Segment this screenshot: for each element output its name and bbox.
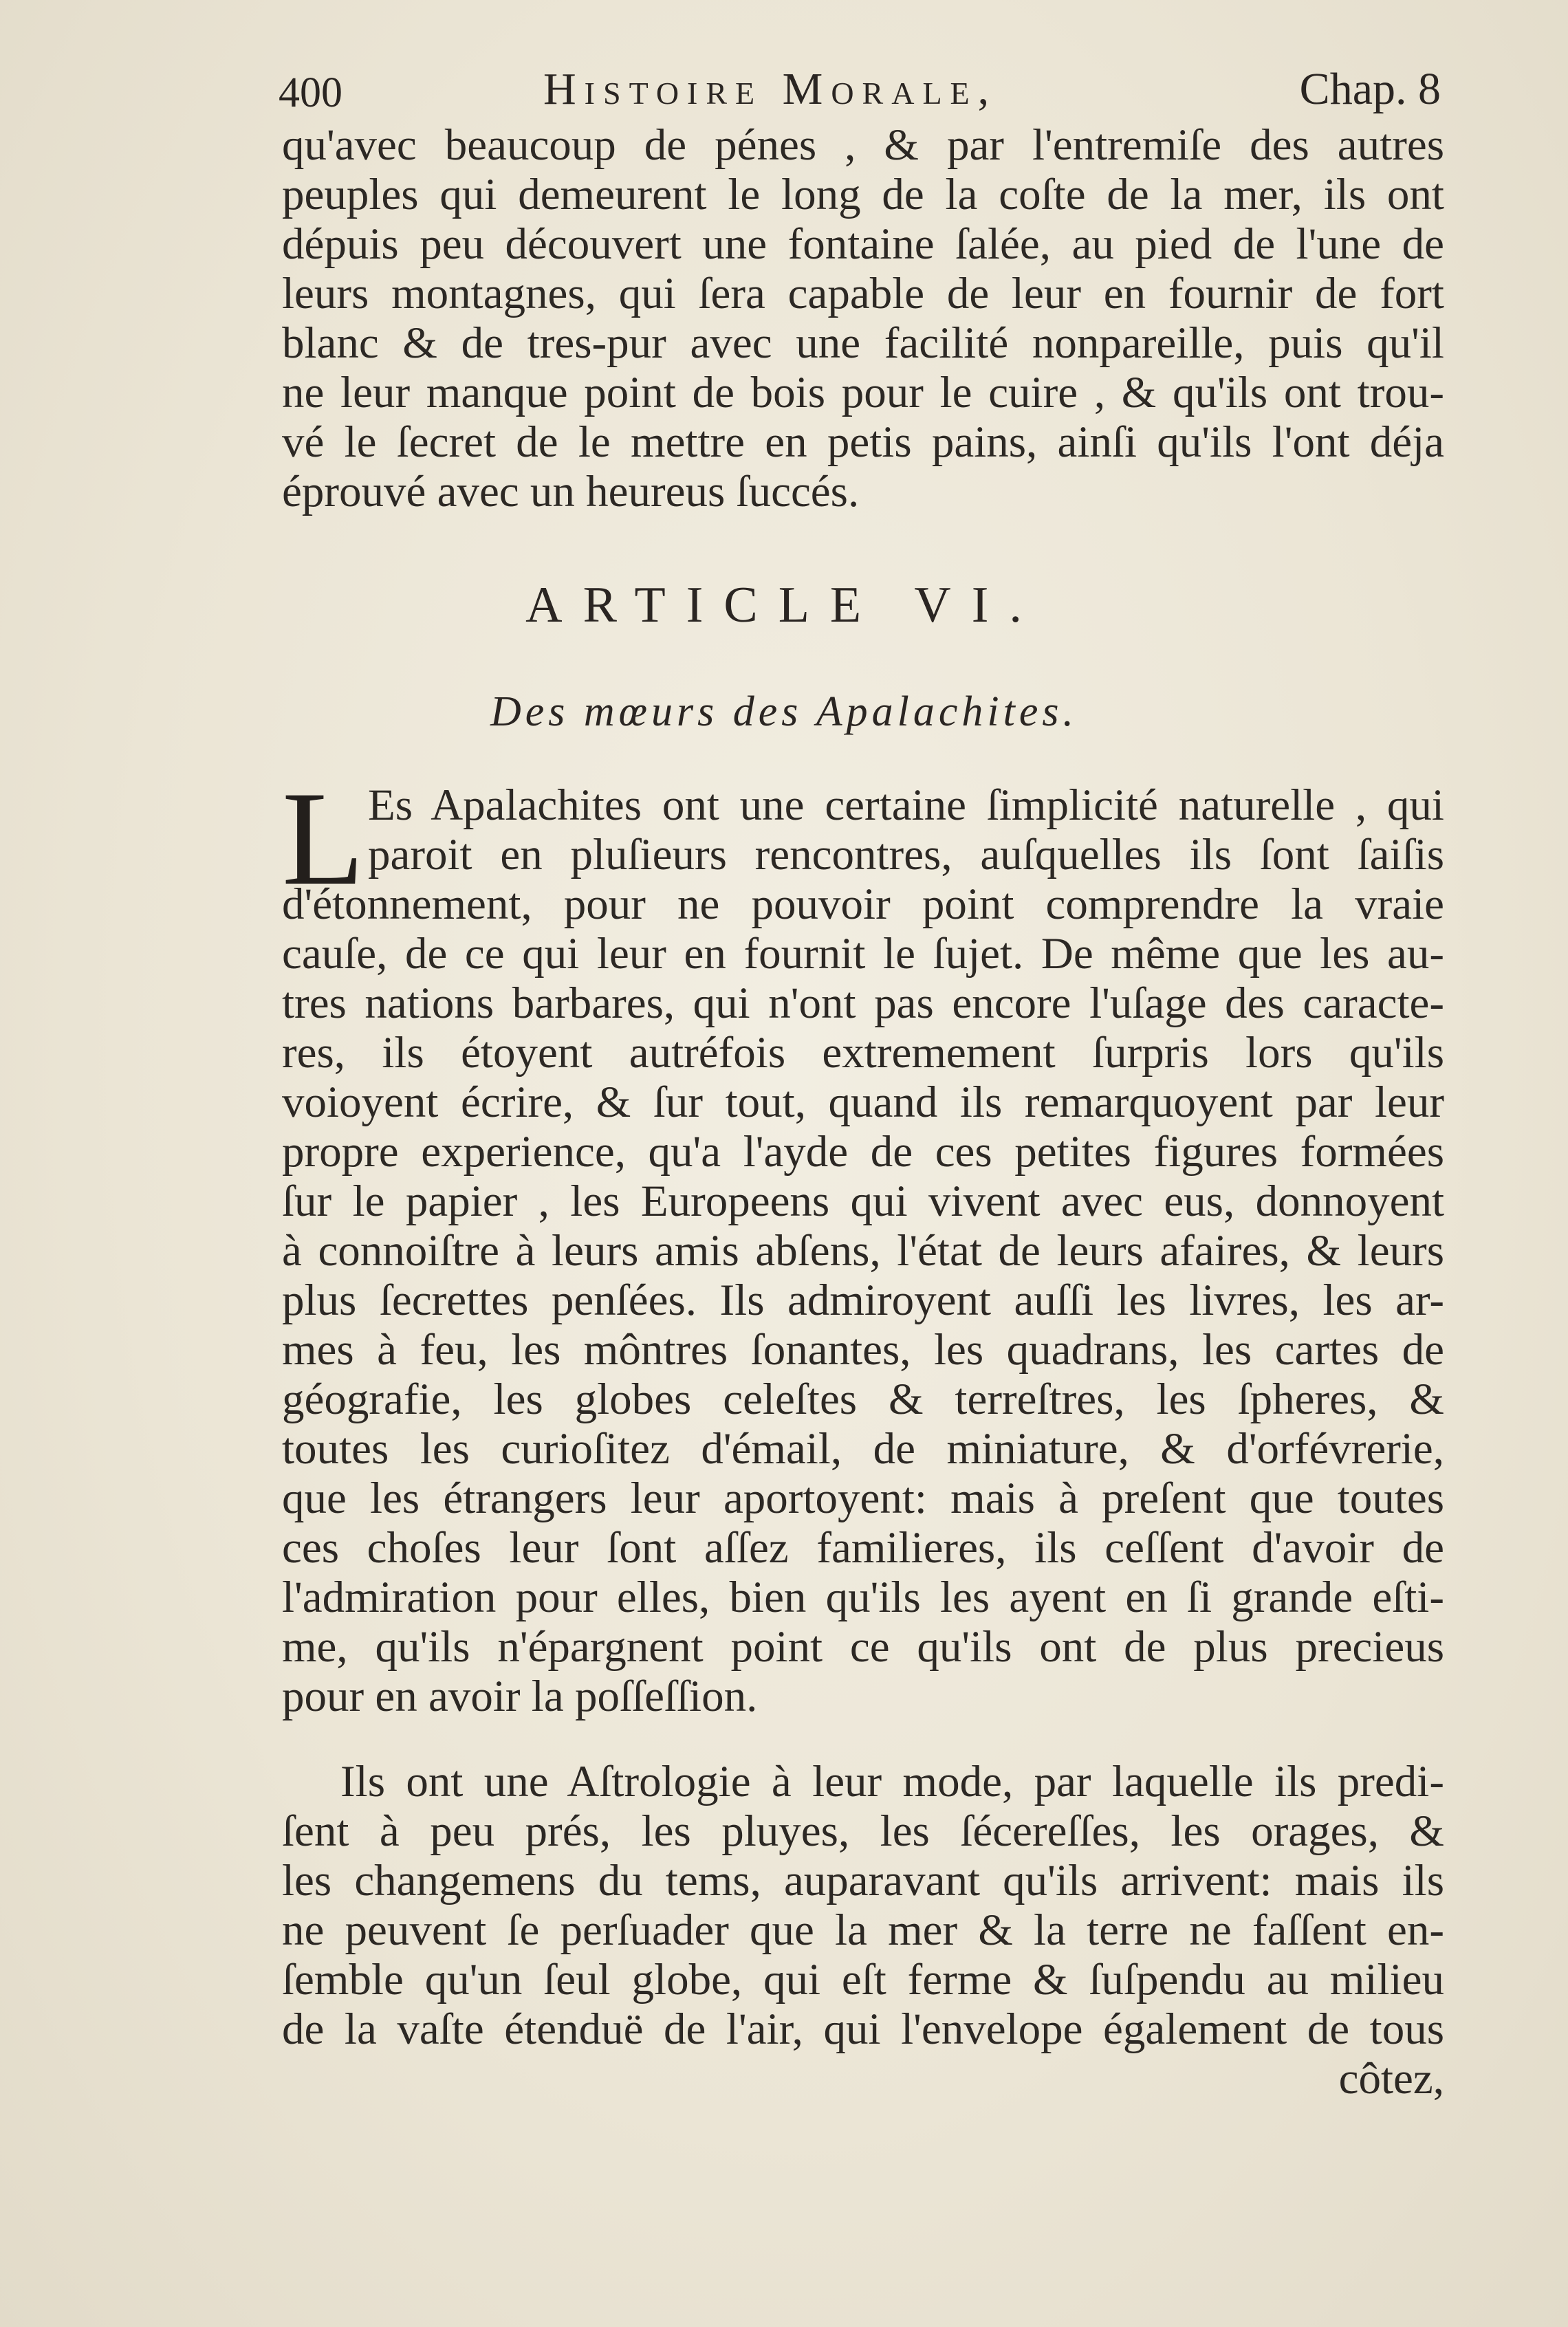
text-line: ne peuvent ſe perſuader que la mer & la terre ne faſſent en- bbox=[282, 1905, 1444, 1955]
text-line: de la vaſte étenduë de l'air, qui l'envelope également de tous bbox=[282, 2004, 1444, 2054]
page-number: 400 bbox=[279, 69, 342, 116]
text-line: propre experience, qu'a l'ayde de ces petites figures formées bbox=[282, 1127, 1444, 1177]
text-line: Ils ont une Aſtrologie à leur mode, par laquelle ils predi- bbox=[340, 1757, 1444, 1806]
text-line: peuples qui demeurent le long de la coſte de la mer, ils ont bbox=[282, 170, 1444, 219]
text-line: plus ſecrettes penſées. Ils admiroyent auſſi les livres, les ar- bbox=[282, 1276, 1444, 1325]
text-line: toutes les curioſitez d'émail, de miniature, & d'orfévrerie, bbox=[282, 1424, 1444, 1474]
text-line: leurs montagnes, qui ſera capable de leur en fournir de fort bbox=[282, 269, 1444, 318]
text-line: géografie, les globes celeſtes & terreſtres, les ſpheres, & bbox=[282, 1375, 1444, 1424]
text-line: vé le ſecret de le mettre en petis pains, ainſi qu'ils l'ont déja bbox=[282, 417, 1444, 467]
page-header bbox=[279, 63, 1441, 118]
text-line: me, qu'ils n'épargnent point ce qu'ils ont de plus precieus bbox=[282, 1622, 1444, 1672]
text-line: ſur le papier , les Europeens qui vivent avec eus, donnoyent bbox=[282, 1177, 1444, 1226]
text-line: que les étrangers leur aportoyent: mais à preſent que toutes bbox=[282, 1474, 1444, 1523]
text-line: paroit en pluſieurs rencontres, auſquelles ils ſont ſaiſis bbox=[368, 830, 1444, 880]
text-line: l'admiration pour elles, bien qu'ils les ayent en ſi grande eſti- bbox=[282, 1573, 1444, 1622]
text-line: éprouvé avec un heureus ſuccés. bbox=[282, 467, 860, 516]
paragraph-2 bbox=[282, 764, 1444, 1721]
text-line: cauſe, de ce qui leur en fournit le ſujet. De même que les au- bbox=[282, 929, 1444, 979]
text-line: mes à feu, les môntres ſonantes, les quadrans, les cartes de bbox=[282, 1325, 1444, 1375]
text-line: tres nations barbares, qui n'ont pas encore l'uſage des caracte- bbox=[282, 979, 1444, 1028]
text-line: à connoiſtre à leurs amis abſens, l'état de leurs afaires, & leurs bbox=[282, 1226, 1444, 1276]
text-line: dépuis peu découvert une fontaine ſalée, au pied de l'une de bbox=[282, 219, 1444, 269]
text-line: ſemble qu'un ſeul globe, qui eſt ferme & ſuſpendu au milieu bbox=[282, 1955, 1444, 2004]
running-title: Histoire Morale, bbox=[543, 64, 998, 114]
text-line: Es Apalachites ont une certaine ſimplicité naturelle , qui bbox=[368, 780, 1444, 830]
text-line: pour en avoir la poſſeſſion. bbox=[282, 1672, 758, 1721]
text-line: ne leur manque point de bois pour le cuire , & qu'ils ont trou- bbox=[282, 368, 1444, 417]
article-subtitle: Des mœurs des Apalachites. bbox=[490, 688, 1078, 735]
text-line: les changemens du tems, auparavant qu'ils arrivent: mais ils bbox=[282, 1856, 1444, 1905]
text-line: qu'avec beaucoup de pénes , & par l'entremiſe des autres bbox=[282, 120, 1444, 170]
article-title: ARTICLE VI. bbox=[525, 577, 1043, 633]
drop-cap: L bbox=[282, 764, 364, 913]
paragraph-3 bbox=[282, 1757, 1444, 2104]
text-line: d'étonnement, pour ne pouvoir point comprendre la vraie bbox=[282, 880, 1444, 929]
text-line: blanc & de tres-pur avec une facilité nonpareille, puis qu'il bbox=[282, 318, 1444, 368]
text-line: ſent à peu prés, les pluyes, les ſécereſſes, les orages, & bbox=[282, 1806, 1444, 1856]
text-line: res, ils étoyent autréfois extremement ſurpris lors qu'ils bbox=[282, 1028, 1444, 1078]
text-line: voioyent écrire, & ſur tout, quand ils remarquoyent par leur bbox=[282, 1078, 1444, 1127]
catchword: côtez, bbox=[1338, 2054, 1444, 2104]
paragraph-1 bbox=[282, 120, 1444, 516]
chapter-label: Chap. 8 bbox=[1299, 64, 1441, 114]
text-line: ces choſes leur ſont aſſez familieres, ils ceſſent d'avoir de bbox=[282, 1523, 1444, 1573]
